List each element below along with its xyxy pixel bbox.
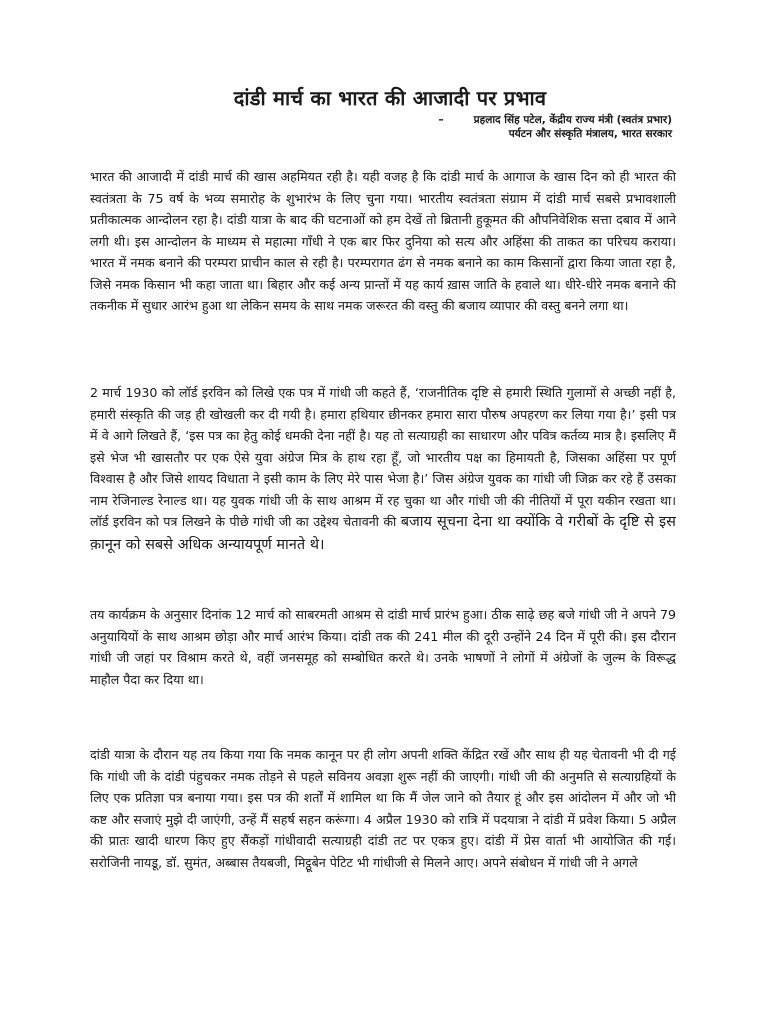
byline-dash: –: [438, 114, 444, 126]
paragraph-2-tail: बजाय सूचना देना था क्योंकि वे गरीबों के दृष्टि से इस क़ानून को सबसे अधिक अन्यायपूर्ण मानते थे।: [90, 514, 676, 553]
document-title: दांडी मार्च का भारत की आजादी पर प्रभाव: [233, 86, 547, 110]
paragraph-2: [90, 382, 676, 556]
paragraph-2-text: 2 मार्च 1930 को लॉर्ड इरविन को लिखे एक पत्र में गांधी जी कहते हैं, ‘राजनीतिक दृष्टि से हमारी स्थिति गुलामों से अच्छी नहीं है, हमारी संस्कृति की जड़ ही खोखली कर दी गयी है। हमारा हथियार छीनकर हमारा सारा पौरुष अपहरण कर लिया गया है।’ इसी पत्र में वे आगे लिखते हैं, ‘इस पत्र का हेतु कोई धमकी देना नहीं है। यह तो सत्याग्रही का साधारण और पवित्र कर्तव्य मात्र है। इसलिए मैं इसे भेज भी खासतौर पर एक ऐसे युवा अंग्रेज मित्र के हाथ रहा हूँ, जो भारतीय पक्ष का हिमायती है, जिसका अहिंसा पर पूर्ण विश्वास है और जिसे शायद विधाता ने इसी काम के लिए मेरे पास भेजा है।’ जिस अंग्रेज युवक का गांधी जी जिक्र कर रहे हैं उसका नाम रेजिनाल्ड रेनाल्ड था। यह युवक गांधी जी के साथ आश्रम में रह चुका था और गांधी जी की नीतियों में पूरा यकीन रखता था। लॉर्ड इरविन को पत्र लिखने के पीछे गांधी जी का उद्देश्य चेतावनी की: [90, 385, 676, 529]
paragraph-4: दांडी यात्रा के दौरान यह तय किया गया कि नमक कानून पर ही लोग अपनी शक्ति केंद्रित रखें और साथ ही यह चेतावनी भी दी गई कि गांधी जी के दांडी पंहुचकर नमक तोड़ने से पहले सविनय अवज्ञा शुरू नहीं की जाएगी। गांधी जी की अनुमति से सत्याग्रहियों के लिए एक प्रतिज्ञा पत्र बनाया गया। इस पत्र की शर्तों में शामिल था कि मैं जेल जाने को तैयार हूं और इस आंदोलन में और जो भी कष्ट और सजाएं मुझे दी जाएंगी, उन्हें मैं सहर्ष सहन करूंगा। 4 अप्रैल 1930 को रात्रि में पदयात्रा ने दांडी में प्रवेश किया। 5 अप्रैल की प्रातः खादी धारण किए हुए सैंकड़ों गांधीवादी सत्याग्रही दांडी तट पर एकत्र हुए। दांडी में प्रेस वार्ता भी आयोजित की गई। सरोजिनी नायडू, डॉ. सुमंत, अब्बास तैयबजी, मिट्ठूबेन पेटिट भी गांधीजी से मिलने आए। अपने संबोधन में गांधी जी ने अगले: [90, 747, 676, 870]
byline-author: प्रहलाद सिंह पटेल, केंद्रीय राज्य मंत्री (स्वतंत्र प्रभार): [473, 114, 672, 126]
paragraph-1: भारत की आजादी में दांडी मार्च की खास अहमियत रही है। यही वजह है कि दांडी मार्च के आगाज के खास दिन को ही भारत की स्वतंत्रता के 75 वर्ष के भव्य समारोह के शुभारंभ के लिए चुना गया। भारतीय स्वतंत्रता संग्राम में दांडी मार्च सबसे प्रभावशाली प्रतीकात्मक आन्दोलन रहा है। दांडी यात्रा के बाद की घटनाओं को हम देखें तो ब्रितानी हुकूमत की औपनिवेशिक सत्ता दबाव में आने लगी थी। इस आन्दोलन के माध्यम से महात्मा गाँधी ने एक बार फिर दुनिया को सत्य और अहिंसा की ताकत का परिचय कराया। भारत में नमक बनाने की परम्परा प्राचीन काल से रही है। परम्परागत ढंग से नमक बनाने का काम किसानों द्वारा किया जाता रहा है, जिसे नमक किसान भी कहा जाता था। बिहार और कई अन्य प्रान्तों में यह कार्य ख़ास जाति के हवाले था। धीरे-धीरे नमक बनाने की तकनीक में सुधार आरंभ हुआ था लेकिन समय के साथ नमक जरूरत की वस्तु की बजाय व्यापार की वस्तु बनने लगा था।: [90, 169, 676, 313]
paragraph-3: तय कार्यक्रम के अनुसार दिनांक 12 मार्च को साबरमती आश्रम से दांडी मार्च प्रारंभ हुआ। ठीक साढ़े छह बजे गांधी जी ने अपने 79 अनुयायियों के साथ आश्रम छोड़ा और मार्च आरंभ किया। दांडी तक की 241 मील की दूरी उन्होंने 24 दिन में पूरी की। इस दौरान गांधी जी जहां पर विश्राम करते थे, वहीं जनसमूह को सम्बोधित करते थे। उनके भाषणों ने लोगों में अंग्रेजों के जुल्म के विरूद्ध माहौल पैदा कर दिया था।: [90, 607, 676, 687]
byline-author-line: [252, 113, 672, 127]
byline-affiliation: पर्यटन और संस्कृति मंत्रालय, भारत सरकार: [508, 128, 672, 140]
